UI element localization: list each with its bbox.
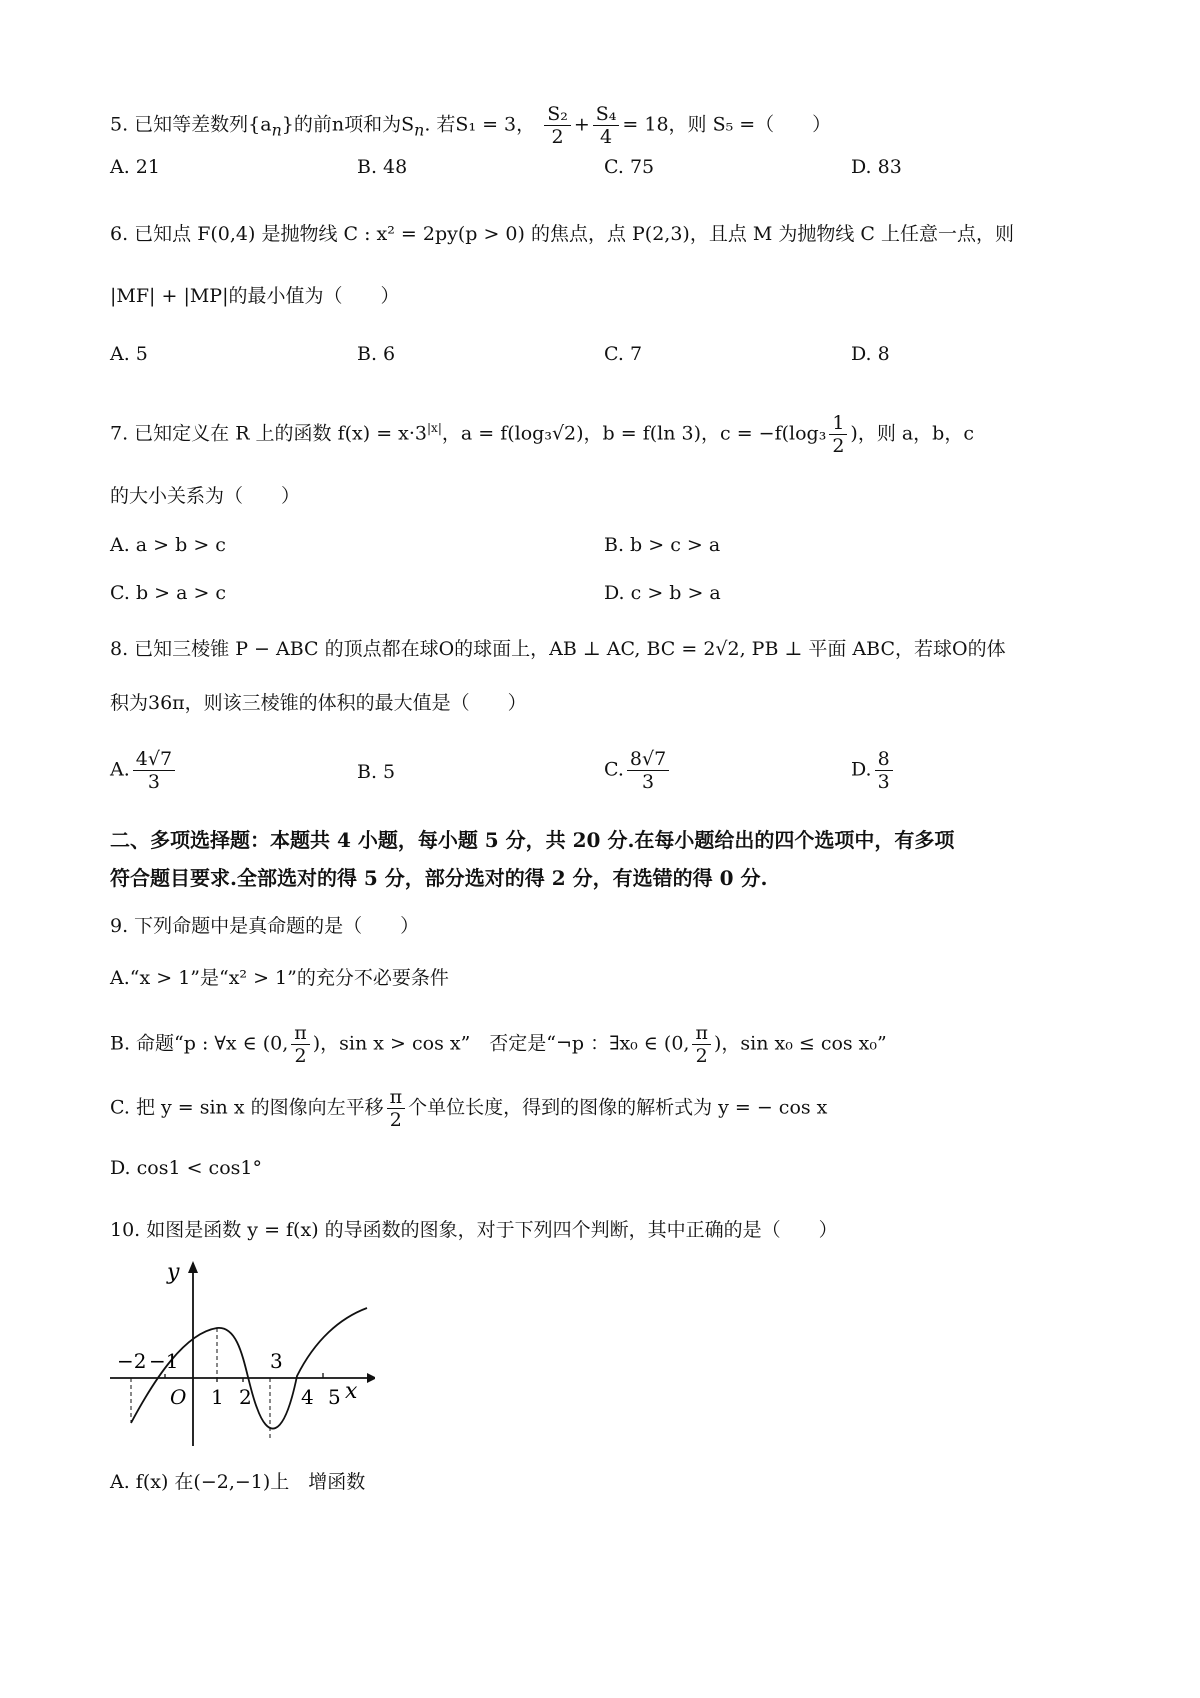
q9-option-b: B. 命题“p : ∀x ∈ (0, $\frac{\pi}{2}$ )，sin x > cos x” 否定是“¬p ：∃x₀ ∈ (0, $\frac{\pi}{2}$ )，sin x₀ ≤ cos x₀”: [110, 1022, 887, 1067]
q8-option-b: B. 5: [357, 761, 396, 783]
tick-label: −2: [117, 1349, 147, 1373]
q5-stem-part: }的前n项和为S: [281, 113, 415, 136]
q6-stem-line2: |MF| + |MP|的最小值为（ ）: [110, 285, 400, 307]
q8-option-c: C. $\frac{8√7}{3}$: [604, 748, 672, 793]
q6-stem-line1: 6. 已知点 F(0,4) 是抛物线 C : x² = 2py(p > 0) 的焦点，点 P(2,3)，且点 M 为抛物线 C 上任意一点，则: [110, 223, 1014, 245]
q9-stem: 9. 下列命题中是真命题的是（ ）: [110, 915, 420, 937]
q7-frac-half: $\frac{1}{2}$: [829, 412, 847, 457]
tick-label: 3: [270, 1349, 283, 1373]
q10-option-a: A. f(x) 在(−2,−1)上 增函数: [110, 1471, 366, 1493]
q8-stem-line1: 8. 已知三棱锥 P − ABC 的顶点都在球O的球面上，AB ⊥ AC, BC = 2√2, PB ⊥ 平面 ABC，若球O的体: [110, 638, 1006, 660]
q5-option-a: A. 21: [110, 156, 160, 178]
y-axis-arrow: [188, 1261, 198, 1273]
tick-label: 1: [211, 1385, 224, 1409]
q7-stem-part: ，a = f(log₃√2)，b = f(ln 3)，c = −f(log₃: [441, 422, 827, 445]
q8-stem-line2: 积为36π，则该三棱锥的体积的最大值是（ ）: [110, 692, 527, 714]
x-axis-label: x: [345, 1379, 358, 1404]
q7-option-b: B. b > c > a: [604, 534, 721, 556]
section2-heading-line2: 符合题目要求.全部选对的得 5 分，部分选对的得 2 分，有选错的得 0 分.: [110, 866, 768, 890]
origin-label: O: [170, 1385, 187, 1409]
q8-option-d: D. $\frac{8}{3}$: [851, 748, 896, 793]
q6-option-c: C. 7: [604, 343, 643, 365]
q5-sub-n: n: [271, 120, 282, 140]
q7-option-d: D. c > b > a: [604, 582, 721, 604]
tick-label: 5: [328, 1385, 341, 1409]
x-axis-arrow: [367, 1373, 375, 1383]
q6-option-d: D. 8: [851, 343, 890, 365]
q7-stem-part: 7. 已知定义在 R 上的函数 f(x) = x·3: [110, 422, 428, 445]
q9-option-a: A.“x > 1”是“x² > 1”的充分不必要条件: [110, 967, 449, 989]
derivative-graph: [105, 1258, 375, 1448]
q7-stem-line2: 的大小关系为（ ）: [110, 485, 301, 507]
q9-option-c: C. 把 y = sin x 的图像向左平移 $\frac{\pi}{2}$ 个单位长度，得到的图像的解析式为 y = − cos x: [110, 1086, 828, 1131]
section2-heading-line1: 二、多项选择题：本题共 4 小题，每小题 5 分，共 20 分.在每小题给出的四个选项中，有多项: [110, 828, 955, 852]
q5-option-c: C. 75: [604, 156, 655, 178]
q5-sub-n: n: [414, 120, 425, 140]
q10-stem: 10. 如图是函数 y = f(x) 的导函数的图象，对于下列四个判断，其中正确的是（ ）: [110, 1219, 838, 1241]
tick-label: 2: [239, 1385, 252, 1409]
q7-option-c: C. b > a > c: [110, 582, 227, 604]
q5-option-d: D. 83: [851, 156, 902, 178]
q5-stem-part: = 18，则 S₅ =（ ）: [622, 113, 832, 136]
q7-exponent: |x|: [427, 421, 442, 436]
q7-stem-line1: [110, 412, 974, 457]
q9-option-d: D. cos1 < cos1°: [110, 1157, 262, 1179]
q7-stem-part: )，则 a，b，c: [850, 422, 974, 445]
q5-stem: [110, 103, 831, 148]
q5-stem-part: . 若S₁ = 3，: [424, 113, 536, 136]
q5-plus: +: [573, 113, 590, 136]
q7-option-a: A. a > b > c: [110, 534, 226, 556]
q5-frac-s4: $\frac{\text{S₄}}{4}$: [593, 103, 620, 148]
q5-option-b: B. 48: [357, 156, 408, 178]
q8-option-a: A. $\frac{4√7}{3}$: [110, 748, 178, 793]
q5-frac-s2: $\frac{\text{S₂}}{2}$: [544, 103, 571, 148]
q6-option-a: A. 5: [110, 343, 148, 365]
q6-option-b: B. 6: [357, 343, 396, 365]
q5-stem-part: 5. 已知等差数列{a: [110, 113, 272, 136]
y-axis-label: y: [167, 1260, 180, 1285]
tick-label: 4: [301, 1385, 314, 1409]
tick-label: −1: [149, 1349, 179, 1373]
